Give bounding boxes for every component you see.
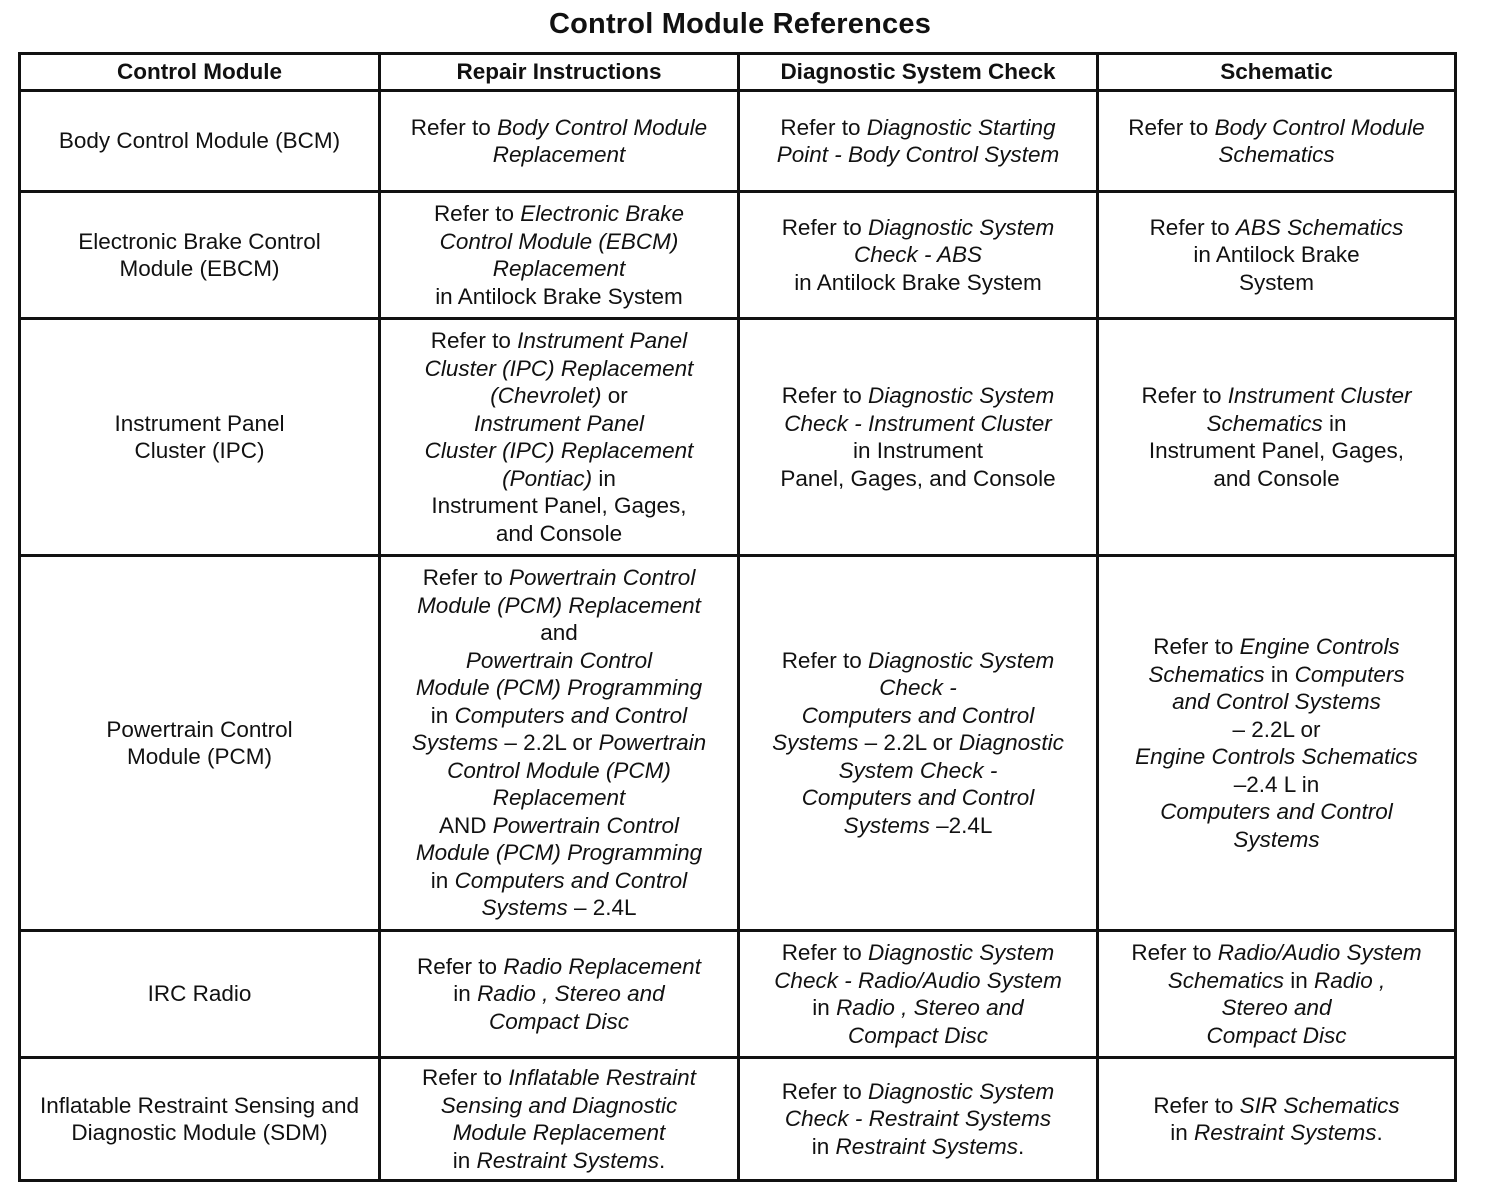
reference-title: Schematics — [1206, 410, 1323, 436]
module-cell: Powertrain Control Module (PCM) — [20, 556, 380, 931]
reference-text: in — [430, 702, 455, 728]
reference-text: Refer to — [1141, 383, 1228, 408]
diagnostic-cell — [739, 556, 1098, 931]
cell-line — [1105, 967, 1448, 995]
reference-title: Instrument Cluster — [1227, 383, 1412, 408]
reference-title: Schematics — [1218, 142, 1335, 167]
repair-cell — [380, 91, 739, 192]
reference-title: Instrument Panel — [517, 328, 688, 353]
cell-line — [746, 757, 1090, 785]
reference-text: in — [430, 867, 455, 893]
cell-line — [387, 757, 731, 785]
reference-title: Compact Disc — [1206, 1022, 1347, 1048]
cell-line — [387, 647, 731, 675]
diagnostic-cell — [739, 1058, 1098, 1181]
reference-text: . — [1376, 1120, 1383, 1145]
reference-title: Check - Instrument Cluster — [784, 410, 1052, 436]
module-cell: Electronic Brake Control Module (EBCM) — [20, 192, 380, 319]
module-cell: Inflatable Restraint Sensing and Diagnostic Module (SDM) — [20, 1058, 380, 1181]
reference-title: Point - Body Control System — [776, 142, 1060, 167]
reference-title: Control Module (PCM) — [447, 757, 671, 783]
reference-text: Refer to — [430, 328, 518, 353]
reference-title: Radio/Audio System — [1217, 940, 1422, 965]
reference-title: Powertrain Control — [492, 812, 680, 838]
reference-title: Replacement — [492, 785, 626, 811]
diagnostic-cell — [739, 931, 1098, 1058]
reference-title: Check - Radio/Audio System — [774, 967, 1062, 993]
diagnostic-cell — [739, 192, 1098, 319]
reference-text: . — [659, 1147, 666, 1173]
reference-title: Sensing and Diagnostic — [440, 1092, 678, 1118]
cell-line — [1105, 771, 1448, 799]
repair-cell — [380, 1058, 739, 1181]
cell-line — [1105, 1092, 1448, 1120]
reference-text: or — [601, 383, 628, 408]
reference-text: Instrument Panel, Gages, — [431, 493, 687, 518]
reference-text: in Antilock Brake System — [435, 283, 683, 309]
reference-title: (Chevrolet) — [490, 383, 602, 408]
repair-cell — [380, 319, 739, 556]
reference-text: in Instrument — [852, 438, 984, 463]
reference-text: Refer to — [433, 201, 521, 226]
cell-line — [746, 465, 1090, 493]
reference-text: Refer to — [780, 114, 867, 140]
cell-line — [746, 647, 1090, 675]
control-module-references-table — [18, 52, 1457, 1182]
table-row — [20, 192, 1456, 319]
cell-line — [387, 784, 731, 812]
cell-line — [387, 1064, 731, 1092]
reference-text: Refer to — [1153, 1092, 1240, 1118]
reference-text: in — [1170, 1120, 1194, 1145]
cell-line — [387, 520, 731, 548]
reference-text: –2.4L — [929, 812, 993, 838]
cell-line — [387, 255, 731, 283]
cell-line — [746, 1105, 1090, 1133]
reference-title: Check - ABS — [854, 242, 982, 268]
reference-title: Radio Replacement — [503, 953, 701, 979]
reference-title: Radio , Stereo and — [836, 995, 1024, 1020]
reference-text: Refer to — [417, 953, 504, 979]
reference-text: – 2.2L or — [1232, 716, 1321, 742]
cell-line — [387, 1119, 731, 1147]
cell-line — [1105, 939, 1448, 967]
cell-line — [387, 1008, 731, 1036]
reference-title: and Control Systems — [1172, 689, 1381, 714]
reference-title: Engine Controls — [1239, 634, 1400, 659]
reference-text: Refer to — [1153, 634, 1240, 659]
cell-line — [387, 592, 731, 620]
cell-line — [1105, 114, 1448, 142]
reference-title: Replacement — [492, 256, 626, 281]
reference-title: Replacement — [492, 142, 626, 167]
module-cell: Instrument Panel Cluster (IPC) — [20, 319, 380, 556]
cell-line — [1105, 798, 1448, 826]
cell-line — [746, 241, 1090, 269]
reference-title: Module (PCM) Replacement — [417, 592, 701, 618]
reference-text: in — [812, 995, 837, 1020]
reference-title: Radio , — [1314, 967, 1386, 993]
reference-title: Body Control Module — [497, 114, 708, 140]
cell-line — [387, 812, 731, 840]
reference-title: Computers and Control — [454, 702, 688, 728]
reference-title: Stereo and — [1221, 995, 1332, 1020]
reference-title: Cluster (IPC) Replacement — [424, 438, 694, 463]
reference-title: Diagnostic Starting — [866, 114, 1056, 140]
cell-line — [387, 702, 731, 730]
reference-title: Inflatable Restraint — [508, 1065, 696, 1090]
reference-title: Powertrain — [598, 730, 707, 756]
reference-text: and — [540, 620, 578, 646]
cell-line — [746, 410, 1090, 438]
reference-title: Compact Disc — [847, 1022, 989, 1048]
cell-line — [387, 492, 731, 520]
reference-text: in — [1283, 967, 1314, 993]
cell-line — [746, 141, 1090, 169]
diagnostic-cell — [739, 91, 1098, 192]
cell-line — [1105, 382, 1448, 410]
reference-title: Diagnostic System — [867, 383, 1055, 408]
reference-text: –2.4 L in — [1233, 771, 1320, 797]
table-row — [20, 319, 1456, 556]
reference-text: in — [811, 1133, 836, 1159]
reference-text: Refer to — [781, 940, 868, 965]
cell-line — [746, 812, 1090, 840]
reference-title: Computers and Control — [801, 702, 1035, 728]
reference-title: Restraint Systems — [476, 1147, 660, 1173]
cell-line — [387, 1147, 731, 1175]
reference-title: Module Replacement — [452, 1120, 666, 1145]
cell-line — [746, 939, 1090, 967]
repair-cell — [380, 192, 739, 319]
cell-line — [387, 437, 731, 465]
page-title: Control Module References — [548, 8, 932, 40]
table-row — [20, 91, 1456, 192]
cell-line — [387, 619, 731, 647]
cell-line — [746, 382, 1090, 410]
reference-title: Restraint Systems — [835, 1133, 1019, 1159]
cell-line — [746, 269, 1090, 297]
cell-line — [387, 141, 731, 169]
reference-text: in — [592, 465, 616, 491]
cell-line — [1105, 1022, 1448, 1050]
reference-text: Refer to — [781, 383, 868, 408]
reference-title: Instrument Panel — [473, 410, 645, 436]
cell-line — [746, 1022, 1090, 1050]
cell-line — [1105, 688, 1448, 716]
reference-text: – 2.4L — [567, 895, 637, 921]
schematic-cell — [1098, 931, 1456, 1058]
cell-line — [1105, 241, 1448, 269]
cell-line — [746, 994, 1090, 1022]
schematic-cell — [1098, 192, 1456, 319]
table-header-row — [20, 54, 1456, 91]
reference-title: Diagnostic System — [867, 647, 1055, 673]
reference-title: Diagnostic System — [867, 214, 1055, 240]
reference-title: Electronic Brake — [520, 201, 685, 226]
cell-line — [387, 1092, 731, 1120]
cell-line — [1105, 465, 1448, 493]
schematic-cell — [1098, 556, 1456, 931]
reference-text: Refer to — [781, 647, 868, 673]
reference-title: (Pontiac) — [502, 465, 593, 491]
reference-title: Computers — [1294, 661, 1405, 687]
cell-line — [1105, 269, 1448, 297]
cell-line — [387, 729, 731, 757]
cell-line — [746, 114, 1090, 142]
reference-title: Engine Controls Schematics — [1135, 744, 1418, 769]
cell-line — [746, 437, 1090, 465]
reference-title: Computers and Control — [801, 785, 1035, 811]
cell-line — [387, 410, 731, 438]
reference-title: Systems — [411, 730, 499, 756]
cell-line — [746, 784, 1090, 812]
reference-text: in — [1322, 410, 1347, 436]
cell-line — [387, 839, 731, 867]
reference-title: Compact Disc — [488, 1008, 630, 1034]
reference-title: Diagnostic — [958, 730, 1064, 756]
reference-title: Systems — [1233, 826, 1320, 852]
reference-text: – 2.2L or — [858, 730, 959, 756]
cell-line — [387, 674, 731, 702]
reference-title: Cluster (IPC) Replacement — [424, 355, 694, 381]
schematic-cell — [1098, 91, 1456, 192]
reference-text: Refer to — [422, 1065, 509, 1090]
reference-title: Computers and Control — [1160, 799, 1393, 824]
cell-line — [387, 382, 731, 410]
reference-text: Refer to — [781, 214, 868, 240]
cell-line — [387, 564, 731, 592]
reference-text: Refer to — [422, 565, 509, 591]
cell-line — [746, 702, 1090, 730]
header-control-module: Control Module — [20, 54, 380, 91]
reference-text: in — [453, 981, 478, 1007]
reference-text: in — [1264, 661, 1295, 687]
reference-text: Instrument Panel, Gages, — [1148, 438, 1405, 463]
header-diagnostic-system-check: Diagnostic System Check — [739, 54, 1098, 91]
cell-line — [387, 200, 731, 228]
diagnostic-cell — [739, 319, 1098, 556]
cell-line — [746, 674, 1090, 702]
reference-title: Body Control Module — [1214, 114, 1425, 140]
header-repair-instructions: Repair Instructions — [380, 54, 739, 91]
reference-title: Check - Restraint Systems — [784, 1106, 1052, 1132]
cell-line — [1105, 141, 1448, 169]
reference-text: Refer to — [1149, 214, 1236, 240]
reference-text: – 2.2L or — [498, 730, 599, 756]
reference-text: Refer to — [410, 114, 498, 140]
cell-line — [746, 1078, 1090, 1106]
cell-line — [746, 967, 1090, 995]
reference-title: ABS Schematics — [1235, 214, 1404, 240]
reference-title: Restraint Systems — [1193, 1120, 1377, 1145]
cell-line — [1105, 214, 1448, 242]
cell-line — [746, 1133, 1090, 1161]
schematic-cell — [1098, 319, 1456, 556]
reference-title: Systems — [481, 895, 568, 921]
repair-cell — [380, 931, 739, 1058]
reference-title: Computers and Control — [454, 867, 688, 893]
table-row — [20, 556, 1456, 931]
header-schematic: Schematic — [1098, 54, 1456, 91]
cell-line — [387, 228, 731, 256]
module-cell: IRC Radio — [20, 931, 380, 1058]
cell-line — [387, 283, 731, 311]
reference-text: AND — [438, 812, 493, 838]
reference-title: Module (PCM) Programming — [415, 840, 703, 866]
reference-text: . — [1018, 1133, 1025, 1159]
reference-text: and Console — [1213, 465, 1340, 491]
cell-line — [387, 953, 731, 981]
table-row — [20, 1058, 1456, 1181]
cell-line — [1105, 716, 1448, 744]
reference-title: Diagnostic System — [867, 940, 1055, 965]
repair-cell — [380, 556, 739, 931]
reference-text: Panel, Gages, and Console — [780, 465, 1056, 491]
cell-line — [1105, 661, 1448, 689]
reference-title: Powertrain Control — [508, 565, 696, 591]
cell-line — [1105, 633, 1448, 661]
cell-line — [387, 894, 731, 922]
reference-title: Check - — [879, 675, 957, 701]
cell-line — [387, 980, 731, 1008]
cell-line — [746, 214, 1090, 242]
reference-title: Radio , Stereo and — [477, 981, 665, 1007]
reference-text: and Console — [495, 520, 623, 546]
reference-title: SIR Schematics — [1239, 1092, 1400, 1118]
cell-line — [387, 355, 731, 383]
reference-title: Systems — [843, 812, 930, 838]
cell-line — [387, 327, 731, 355]
schematic-cell — [1098, 1058, 1456, 1181]
reference-title: Systems — [772, 730, 859, 756]
reference-text: Refer to — [1131, 940, 1218, 965]
cell-line — [1105, 410, 1448, 438]
cell-line — [746, 729, 1090, 757]
cell-line — [1105, 994, 1448, 1022]
cell-line — [1105, 826, 1448, 854]
reference-title: Module (PCM) Programming — [415, 675, 703, 701]
module-cell: Body Control Module (BCM) — [20, 91, 380, 192]
cell-line — [1105, 1119, 1448, 1147]
cell-line — [387, 465, 731, 493]
reference-text: in Antilock Brake — [1193, 242, 1360, 268]
reference-text: Refer to — [1128, 114, 1215, 140]
table-row — [20, 931, 1456, 1058]
reference-text: System — [1238, 269, 1314, 295]
reference-title: Diagnostic System — [867, 1078, 1055, 1104]
cell-line — [387, 867, 731, 895]
reference-title: Control Module (EBCM) — [439, 228, 679, 254]
reference-title: Schematics — [1167, 967, 1284, 993]
cell-line — [387, 114, 731, 142]
cell-line — [1105, 437, 1448, 465]
reference-title: Powertrain Control — [465, 647, 653, 673]
reference-text: in Antilock Brake System — [794, 269, 1042, 295]
cell-line — [1105, 743, 1448, 771]
reference-text: Refer to — [781, 1078, 868, 1104]
reference-title: System Check - — [838, 757, 998, 783]
reference-text: in — [452, 1147, 477, 1173]
reference-title: Schematics — [1148, 661, 1265, 687]
